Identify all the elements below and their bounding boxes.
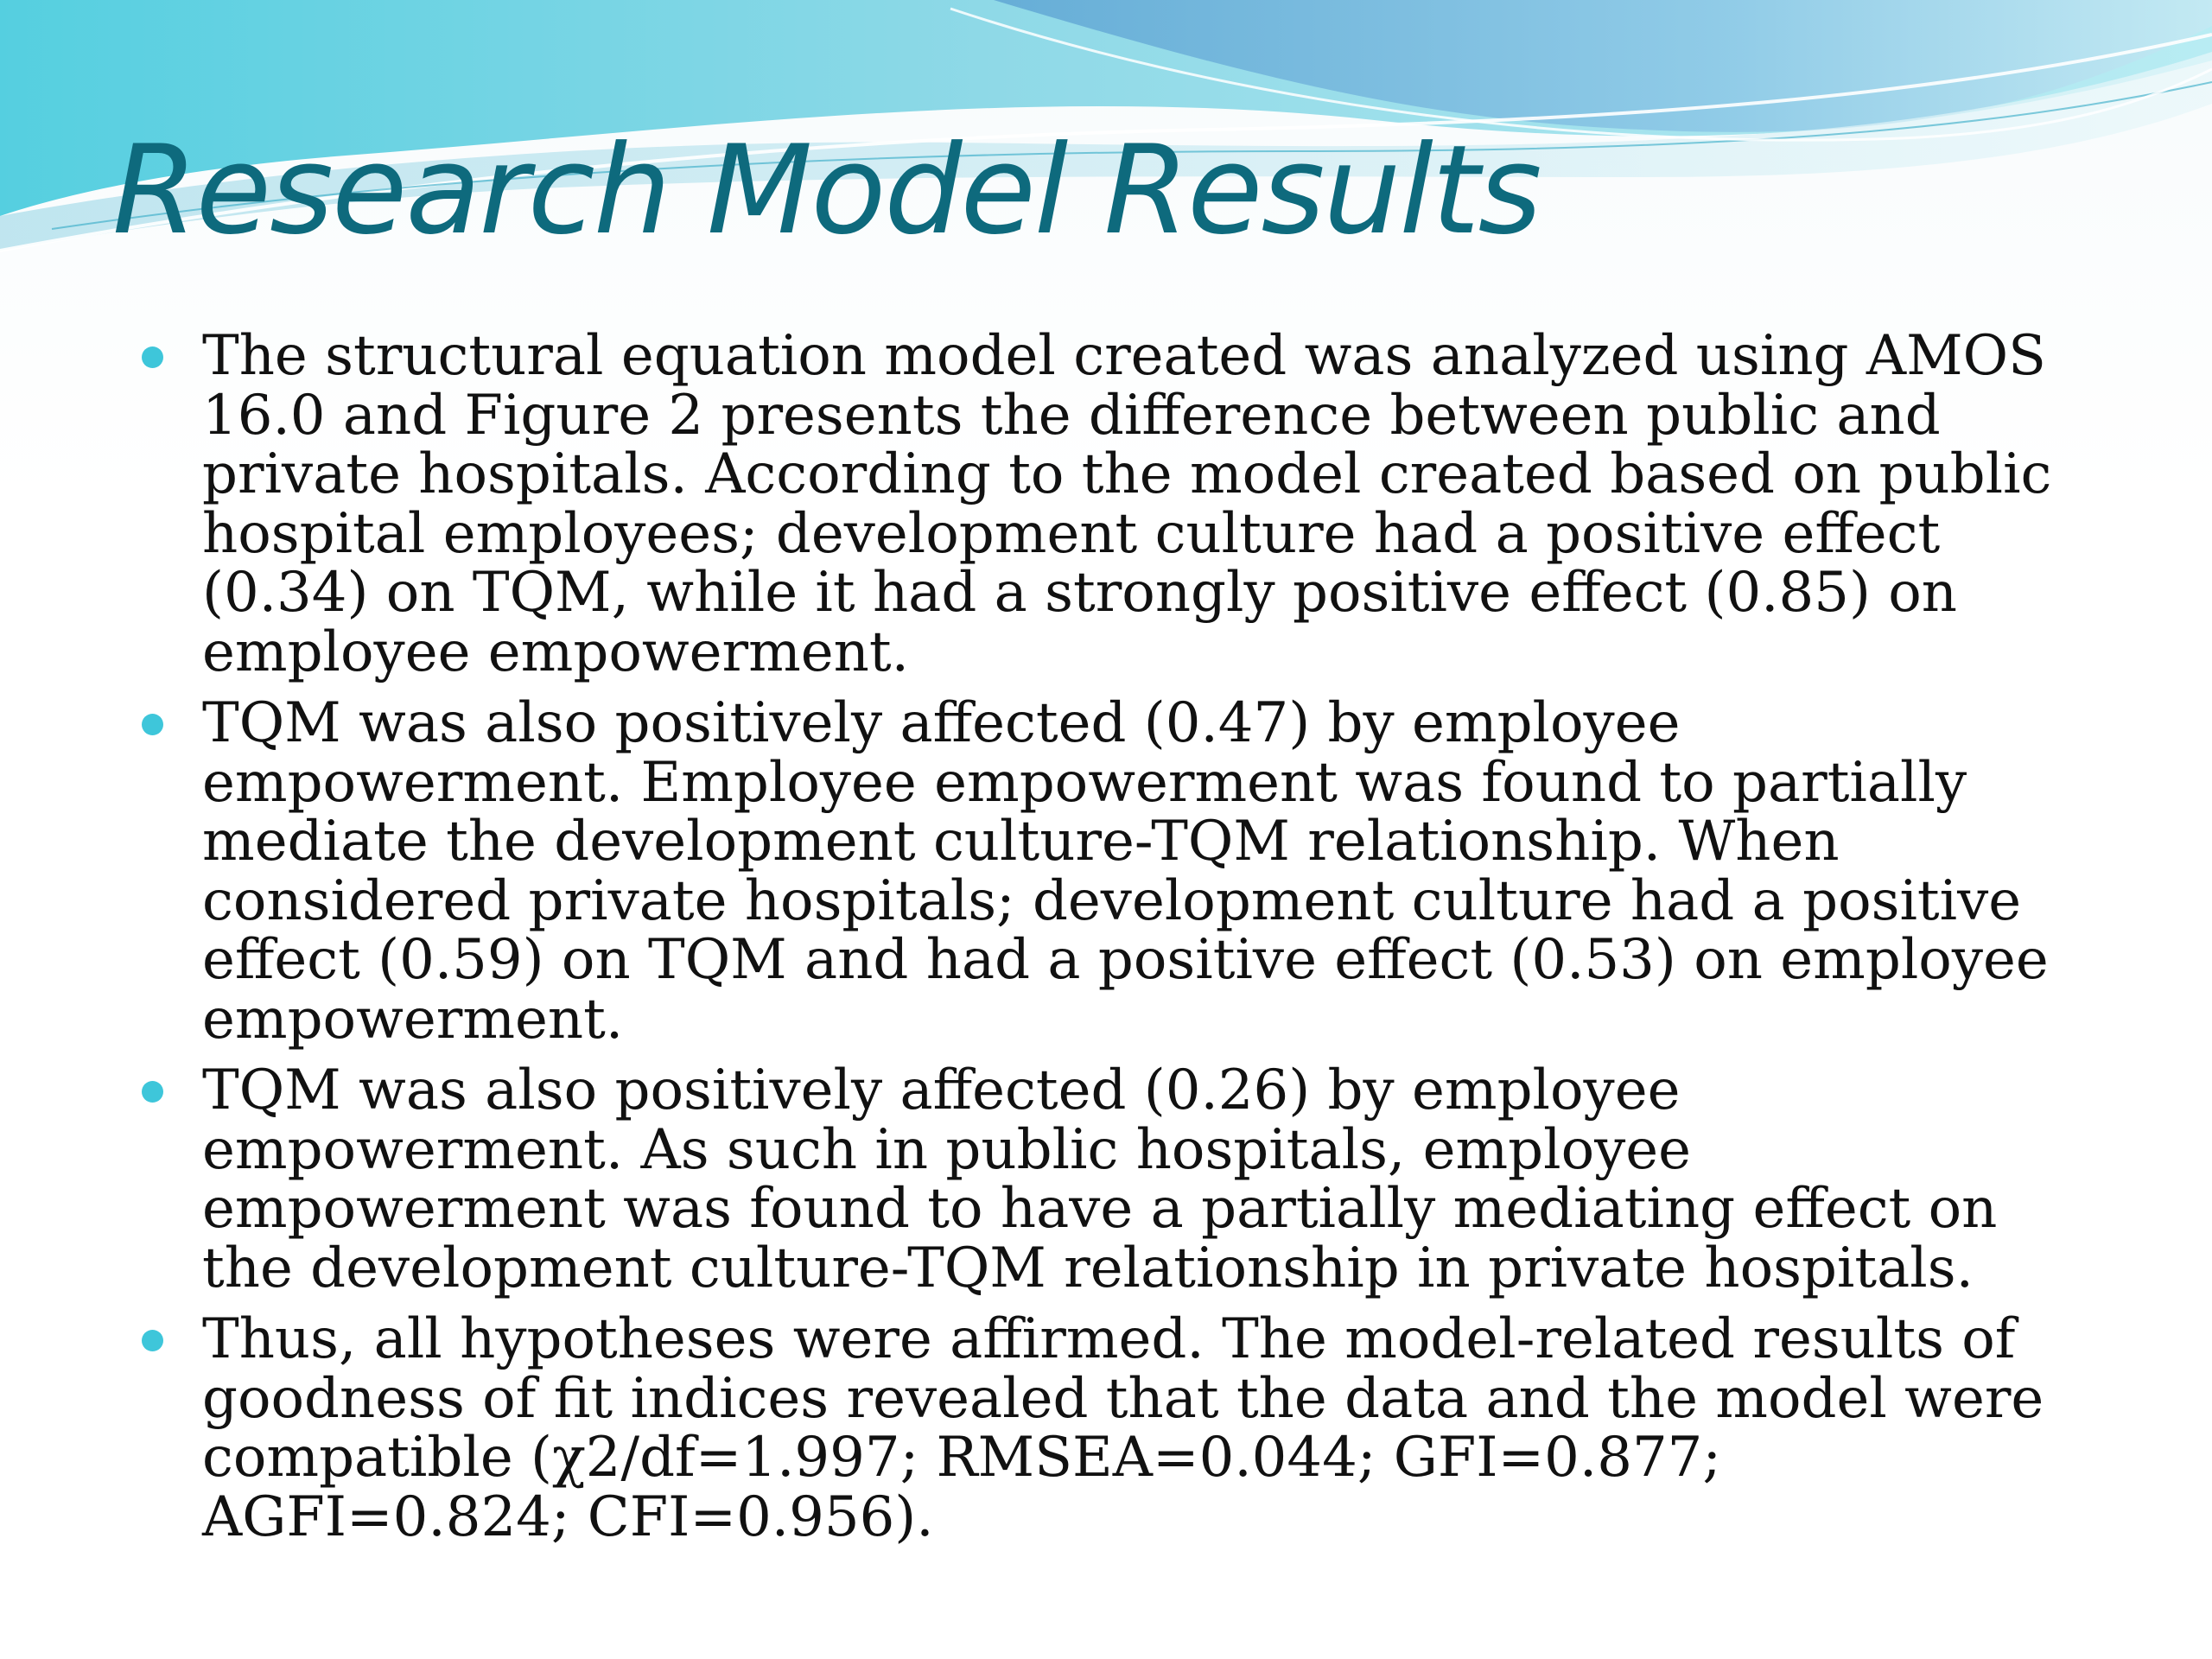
bullet-icon	[142, 346, 163, 368]
bullet-item	[138, 1058, 2100, 1300]
bullet-item	[138, 1307, 2100, 1549]
bullet-icon	[142, 714, 163, 735]
bullet-list	[138, 324, 2100, 1559]
bullet-item	[138, 691, 2100, 1052]
bullet-text: The structural equation model created was analyzed using AMOS 16.0 and Figure 2 presents the difference between public and private hospitals. According to the model created based on public hospital employees; development culture had a positive effect (0.34) on TQM, while it had a strongly positive effect (0.85) on employee empowerment.	[202, 324, 2052, 684]
slide-title: Research Model Results	[112, 119, 1541, 262]
bullet-item	[138, 324, 2100, 684]
bullet-text: TQM was also positively affected (0.26) by employee empowerment. As such in public hospitals, employee empowerment was found to have a partially mediating effect on the development culture-TQM relationship in private hospitals.	[202, 1058, 1998, 1300]
bullet-text: Thus, all hypotheses were affirmed. The model-related results of goodness of fit indices revealed that the data and the model were compatible (χ2/df=1.997; RMSEA=0.044; GFI=0.877; AGFI=0.824; CFI=0.956).	[202, 1307, 2044, 1549]
bullet-icon	[142, 1330, 163, 1351]
bullet-icon	[142, 1081, 163, 1103]
bullet-text: TQM was also positively affected (0.47) by employee empowerment. Employee empowerment was found to partially mediate the development culture-TQM relationship. When considered private hospitals; development culture had a positive effect (0.59) on TQM and had a positive effect (0.53) on employee empowerment.	[202, 691, 2049, 1052]
